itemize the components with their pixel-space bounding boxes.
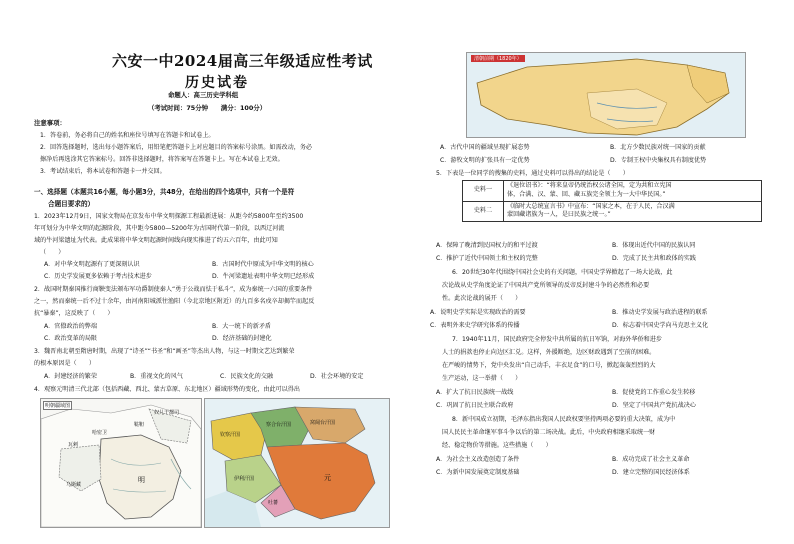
table-row <box>463 201 762 222</box>
source-name: 史料二 <box>463 201 504 222</box>
question-3-line: 的根本原因是（ ） <box>34 360 95 367</box>
exam-time: （考试时间：75分钟 满分：100分） <box>148 104 267 112</box>
q3-option-b[interactable]: B．重视文化的风气 <box>130 373 183 380</box>
yuan-territory-map <box>204 398 390 528</box>
section-heading-cont: 合题目要求的） <box>48 200 95 208</box>
q4-option-c[interactable]: C．游牧文明的扩张具有一定优势 <box>440 157 530 164</box>
q6-option-b[interactable]: B．推动史学发展与政治进程的联系 <box>612 309 708 316</box>
q8-option-a[interactable]: A．为社会主义改造创造了条件 <box>436 456 520 463</box>
question-1-line: 年可划分为中华文明的起源阶段，其中距今5800—5200年为古国时代第一阶段，以西辽河流 <box>34 225 285 232</box>
q5-option-a[interactable]: A．保障了晚清到民国权力的和平过渡 <box>436 242 538 249</box>
q3-option-a[interactable]: A．封建经济的繁荣 <box>44 373 97 380</box>
ming-map-graphic <box>41 399 201 527</box>
q7-option-b[interactable]: B．促使党的工作重心发生转移 <box>612 389 696 396</box>
source-text <box>504 181 762 202</box>
map-label: 吐蕃 <box>268 500 279 506</box>
question-2-line: 抗“暴秦”，这反映了（ ） <box>34 310 114 317</box>
q1-option-b[interactable]: B．古国时代中原成为中华文明的核心 <box>212 261 314 268</box>
q7-option-d[interactable]: D．坚定了中国共产党抗战决心 <box>612 402 696 409</box>
source-table <box>462 180 762 222</box>
yuan-map-graphic <box>205 399 389 527</box>
q5-option-c[interactable]: C．推护了近代中国领土和主权的完整 <box>436 255 538 262</box>
map-label: 鞑靼 <box>134 422 145 428</box>
source-text-line: 体，合满、汉、蒙、回、藏五族完全领土为一大中华民国。” <box>507 190 666 198</box>
map-caption: 清朝前期（1820年） <box>471 55 525 62</box>
q2-option-a[interactable]: A．官僚政治的弊端 <box>44 323 97 330</box>
map-label: 元 <box>324 474 331 482</box>
q5-option-b[interactable]: B．体现出近代中国的民族认同 <box>612 242 696 249</box>
section-heading: 一、选择题（本题共16小题，每小题3分，共48分，在给出的四个选项中，只有一个是符 <box>34 188 295 196</box>
notes-heading: 注意事项： <box>34 119 66 127</box>
note-item: 擦净后再选涂其它答案标号。回答非选择题时，将答案写在答题卡上。写在本试卷上无效。 <box>40 156 284 163</box>
source-text-line: 《退位诏书》：“将来皇帝仍统治权公诸全国，定为共和立宪国 <box>507 182 672 189</box>
q7-option-a[interactable]: A．扩大了抗日民族统一战线 <box>436 389 514 396</box>
question-8-line: 8．新中国成立初期，毛泽东指出我国人民政权要坚持两项必要的重大决策，成为中 <box>452 416 676 423</box>
q6-option-d[interactable]: D．标志着中国史学向马克思主义化 <box>612 322 709 329</box>
note-item: 1．答卷前，务必将自己的姓名和座位号填写在答题卡和试卷上。 <box>40 132 215 139</box>
question-1-line: 域的牛河梁遗址为代表。此成果将中华文明起源时间线向现实推进了约五六百年，由此可知 <box>34 237 278 244</box>
table-row <box>463 181 762 202</box>
question-5-intro: 5．下表是一位同学的搜集的史料，通过史料可以得出的结论是（ ） <box>436 170 629 177</box>
qing-map-graphic <box>467 53 745 137</box>
map-legend-box: 明朝疆域图 <box>45 403 71 409</box>
qing-territory-map <box>466 52 746 138</box>
q2-option-d[interactable]: D．经济基础的封建化 <box>212 335 272 342</box>
q2-option-b[interactable]: B．大一统下的新矛盾 <box>212 323 272 330</box>
question-1-line: 1．2023年12月9日，国家文物局在京发布中华文明探源工程最新进展：从距今约5800年至约3500 <box>34 213 304 220</box>
q4-option-b[interactable]: B．北方少数民族对统一国家的贡献 <box>610 144 706 151</box>
q7-option-c[interactable]: C．巩固了抗日民主联合政府 <box>436 402 514 409</box>
question-4-line: 4．观察元明清三代北部（包括西藏、西北、蒙古草原、东北地区）疆域形势的变化，由此可以得出 <box>34 386 300 393</box>
question-8-line: 国人民民主革命继军事斗争以后的第二场决战。此后，中央政府相继采取统一财 <box>442 429 656 436</box>
question-2-line: 之一，然而秦统一后不过十余年，由河南阳城派往渔阳（今北京地区附近）的九百多名戍卒却揭竿而起反 <box>34 298 315 305</box>
note-item: 3．考试结束后，将本试卷和答题卡一并交回。 <box>40 168 166 175</box>
question-7-line: 生产运动，这一举措（ ） <box>442 375 522 382</box>
question-2-line: 2．战国时期秦国推行商鞅变法颁布军功爵制使秦人“勇于公战而怯于私斗”，成为秦统一六国的重要条件 <box>34 286 313 293</box>
source-name: 史料一 <box>463 181 504 202</box>
exam-title: 六安一中2024届高三年级适应性考试 <box>112 52 373 70</box>
map-label: 哈密卫 <box>92 430 108 436</box>
q6-option-a[interactable]: A．说明史学实际是实现政治的需要 <box>430 309 526 316</box>
ming-territory-map <box>40 398 202 528</box>
question-7-line: 人士的捐款也停止向边区汇兑。这样，外援断绝，边区财政遇到了空前的困难。 <box>442 349 656 356</box>
note-item: 2．回答选择题时，选出每小题答案后，用铅笔把答题卡上对应题目的答案标号涂黑。如需改动，务必 <box>40 144 313 151</box>
map-label: 乌斯藏 <box>66 482 82 488</box>
source-text <box>504 201 762 222</box>
map-label: 钦察汗国 <box>220 432 241 438</box>
question-8-line: 经、稳定物价等措施。这些措施（ ） <box>442 442 552 449</box>
map-label: 奴儿干都司 <box>154 410 180 416</box>
question-7-line: 在严峻的情势下，党中央发出“自己动手，丰衣足食”的口号，掀起轰轰烈烈的大 <box>442 362 656 369</box>
q2-option-c[interactable]: C．政治变革的局限 <box>44 335 98 342</box>
question-6-line: 6．20世纪30年代围绕中国社会史的有关问题，中国史学界掀起了一场大论战，此 <box>452 269 673 276</box>
map-label: 察合台汗国 <box>266 422 292 428</box>
map-label: 窝阔台汗国 <box>310 420 336 426</box>
map-label: 瓦剌 <box>68 442 79 448</box>
q4-option-a[interactable]: A．古代中国的疆域呈现扩展态势 <box>440 144 530 151</box>
question-3-line: 3．魏晋南北朝至隋唐时期，出现了“诗圣”“书圣”和“画圣”等杰出人物，与这一时期文艺达到繁荣 <box>34 348 295 355</box>
q3-option-c[interactable]: C．民族文化的交融 <box>220 373 274 380</box>
exam-subtitle: 历史试卷 <box>185 75 249 91</box>
q6-option-c[interactable]: C．表明外来史学研究体系的传播 <box>430 322 520 329</box>
q8-option-b[interactable]: B．成功完成了社会主义革命 <box>612 456 690 463</box>
map-label: 明 <box>138 476 145 484</box>
q5-option-d[interactable]: D．完成了民主共和政体的实践 <box>612 255 696 262</box>
q3-option-d[interactable]: D．社会环境的安定 <box>310 373 364 380</box>
q1-option-d[interactable]: D．牛河梁遗址表明中华文明已经形成 <box>212 273 315 280</box>
question-6-line: 性。此次论战的展开（ ） <box>442 295 522 302</box>
map-label: 伊利汗国 <box>234 476 255 482</box>
question-6-line: 次论战从史学角度论证了中国共产党所领导的反帝反封建斗争的必然性和必要 <box>442 282 650 289</box>
q1-option-c[interactable]: C．历史学发展更多依赖于考古技术进步 <box>44 273 152 280</box>
question-1-line: （ ） <box>40 249 65 256</box>
q8-option-d[interactable]: D．建立完整的国民经济体系 <box>612 469 690 476</box>
q1-option-a[interactable]: A．对中华文明起源有了更深刻认识 <box>44 261 140 268</box>
source-text-line: 蒙回藏诸族为一人，是曰民族之统一。” <box>507 211 611 219</box>
q8-option-c[interactable]: C．为新中国发展奠定制度基础 <box>436 469 520 476</box>
source-text-line: 《临时大总统宣言书》中宣布：“国家之本，在于人民，合汉满 <box>507 202 675 210</box>
question-7-line: 7．1940年11月，国民政府完全停发中共所属的抗日军饷，对海外华侨和进步 <box>452 336 662 343</box>
exam-author: 命题人：高三历史学科组 <box>168 91 239 99</box>
q4-option-d[interactable]: D．专制王权中央集权具有制度优势 <box>610 157 707 164</box>
